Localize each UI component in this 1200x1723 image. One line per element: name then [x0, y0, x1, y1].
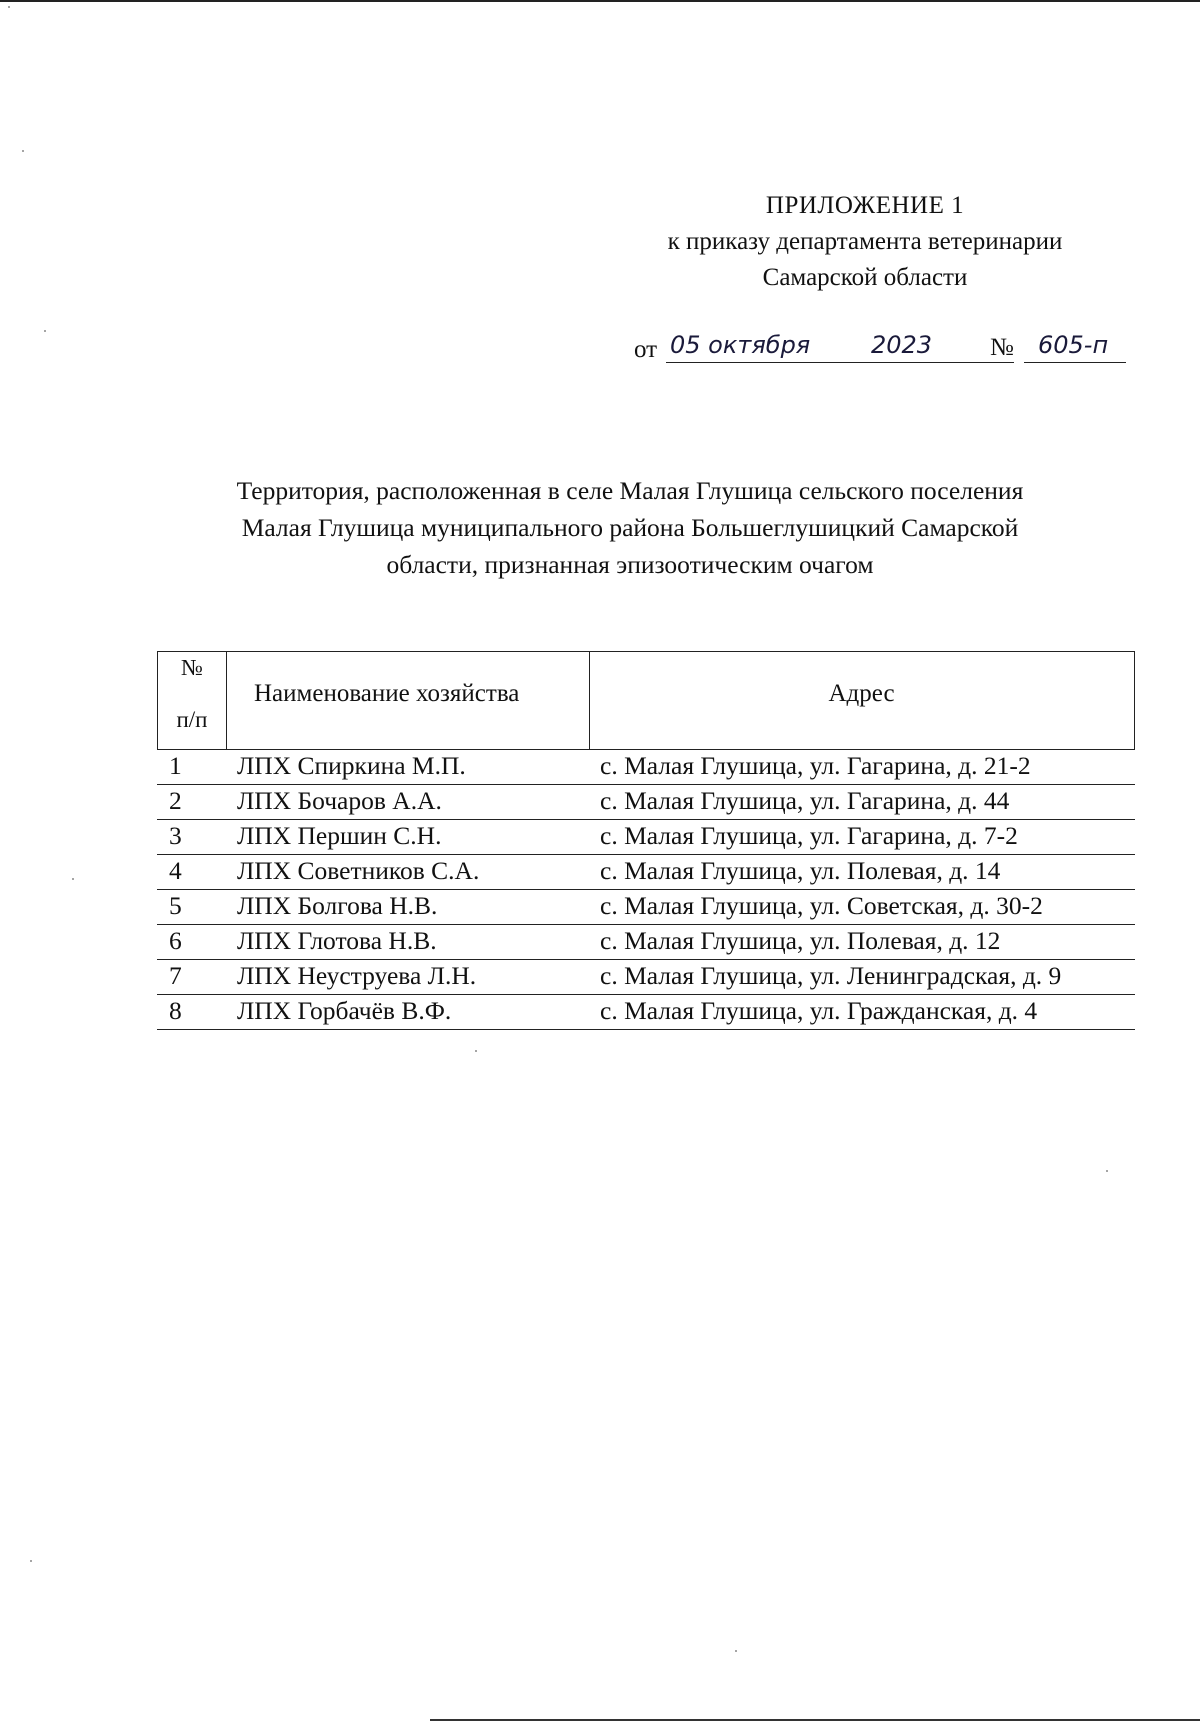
- header-name-label: Наименование хозяйства: [254, 680, 520, 707]
- table-row: [157, 925, 1135, 960]
- header-pp: п/п: [176, 707, 208, 732]
- row-address: с. Малая Глушица, ул. Полевая, д. 12: [600, 926, 1001, 955]
- appendix-block: [600, 188, 1130, 296]
- order-date-number-line: [634, 328, 1126, 370]
- order-date-field: [666, 328, 1014, 363]
- order-year-handwritten: 2023: [871, 331, 933, 359]
- order-number-field: [1024, 328, 1126, 363]
- header-address-label: Адрес: [828, 680, 895, 707]
- scan-edge-bottom: [430, 1719, 1200, 1721]
- order-from-label: от: [634, 336, 658, 363]
- heading-line: области, признанная эпизоотическим очагом: [386, 550, 874, 579]
- row-num: 1: [169, 751, 182, 780]
- row-name: ЛПХ Спиркина М.П.: [237, 751, 466, 780]
- row-name: ЛПХ Глотова Н.В.: [237, 926, 437, 955]
- table-row: [157, 995, 1135, 1030]
- row-num: 4: [169, 856, 182, 885]
- scan-speck: [44, 330, 46, 332]
- row-name: ЛПХ Советников С.А.: [237, 856, 480, 885]
- document-heading: [170, 472, 1090, 583]
- row-address: с. Малая Глушица, ул. Советская, д. 30-2: [600, 891, 1043, 920]
- row-name: ЛПХ Бочаров А.А.: [237, 786, 442, 815]
- row-address: с. Малая Глушица, ул. Ленинградская, д. 9: [600, 961, 1062, 990]
- scan-edge-top: [0, 0, 1200, 2]
- order-number-handwritten: 605-п: [1038, 331, 1109, 359]
- appendix-title: ПРИЛОЖЕНИЕ 1: [765, 192, 965, 219]
- row-num: 6: [169, 926, 182, 955]
- order-date-handwritten: 05 октября: [670, 331, 811, 359]
- row-address: с. Малая Глушица, ул. Гражданская, д. 4: [600, 996, 1038, 1025]
- row-name: ЛПХ Болгова Н.В.: [237, 891, 438, 920]
- row-num: 3: [169, 821, 182, 850]
- scan-speck: [475, 1050, 477, 1052]
- row-address: с. Малая Глушица, ул. Гагарина, д. 7-2: [600, 821, 1018, 850]
- scan-speck: [8, 6, 10, 8]
- scan-speck: [30, 1560, 32, 1562]
- scan-speck: [22, 150, 24, 152]
- row-num: 7: [169, 961, 182, 990]
- header-name: [226, 652, 590, 749]
- households-table: [157, 651, 1135, 1030]
- table-row: [157, 960, 1135, 995]
- row-num: 8: [169, 996, 182, 1025]
- order-number-label: №: [990, 334, 1014, 361]
- table-row: [157, 855, 1135, 890]
- row-num: 2: [169, 786, 182, 815]
- heading-line: Малая Глушица муниципального района Большеглушицкий Самарской: [241, 513, 1019, 542]
- scan-speck: [1106, 1170, 1108, 1172]
- table-row: [157, 750, 1135, 785]
- scan-speck: [735, 1650, 737, 1652]
- table-header: [157, 651, 1135, 750]
- header-num-sign: №: [181, 655, 203, 680]
- row-name: ЛПХ Першин С.Н.: [237, 821, 442, 850]
- table-row: [157, 890, 1135, 925]
- header-num: [158, 652, 227, 749]
- row-name: ЛПХ Горбачёв В.Ф.: [237, 996, 452, 1025]
- header-address: [589, 652, 1134, 749]
- scan-speck: [72, 878, 74, 880]
- row-address: с. Малая Глушица, ул. Гагарина, д. 21-2: [600, 751, 1031, 780]
- table-row: [157, 785, 1135, 820]
- row-address: с. Малая Глушица, ул. Гагарина, д. 44: [600, 786, 1010, 815]
- row-num: 5: [169, 891, 182, 920]
- appendix-order-ref: к приказу департамента ветеринарии: [667, 228, 1063, 255]
- table-row: [157, 820, 1135, 855]
- row-address: с. Малая Глушица, ул. Полевая, д. 14: [600, 856, 1001, 885]
- appendix-region: Самарской области: [762, 264, 968, 291]
- heading-line: Территория, расположенная в селе Малая Глушица сельского поселения: [236, 476, 1024, 505]
- row-name: ЛПХ Неуструева Л.Н.: [237, 961, 477, 990]
